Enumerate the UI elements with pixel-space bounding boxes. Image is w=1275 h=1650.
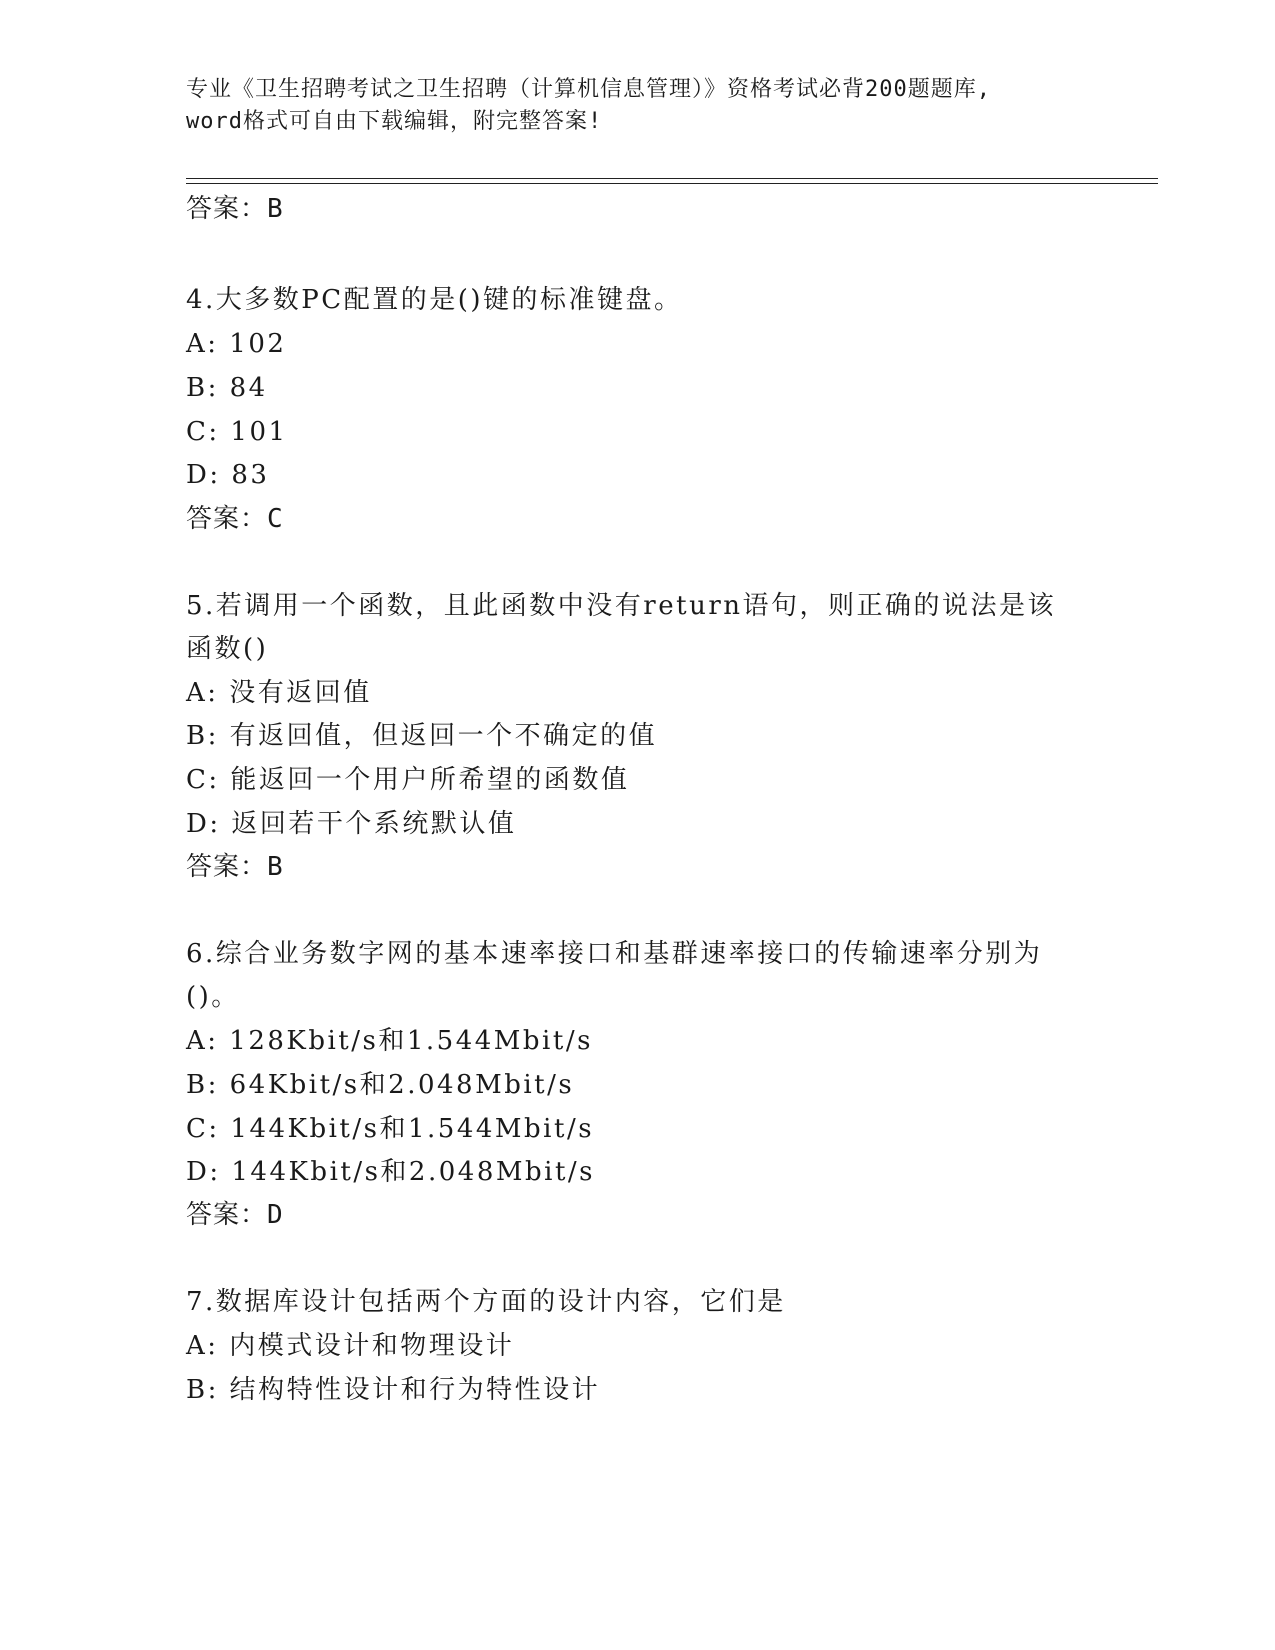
header-divider-top <box>186 178 1158 179</box>
question-text: 4.大多数PC配置的是()键的标准键盘。 <box>186 285 683 315</box>
answer-line: 答案：D <box>186 1200 284 1230</box>
header-line-2: word格式可自由下载编辑，附完整答案! <box>186 109 603 134</box>
option-a: A: 128Kbit/s和1.544Mbit/s <box>186 1026 593 1056</box>
answer-line: 答案：C <box>186 504 284 534</box>
header-divider-bottom <box>186 183 1158 184</box>
answer-line: 答案：B <box>186 194 284 224</box>
question-text: 5.若调用一个函数，且此函数中没有return语句，则正确的说法是该 <box>186 591 1056 621</box>
question-text: 6.综合业务数字网的基本速率接口和基群速率接口的传输速率分别为 <box>186 939 1043 969</box>
question-text: 7.数据库设计包括两个方面的设计内容，它们是 <box>186 1287 786 1317</box>
question-text-continued: 函数() <box>186 634 269 664</box>
option-c: C: 能返回一个用户所希望的函数值 <box>186 765 630 795</box>
option-a: A: 内模式设计和物理设计 <box>186 1331 515 1361</box>
answer-line: 答案：B <box>186 852 284 882</box>
option-b: B: 结构特性设计和行为特性设计 <box>186 1375 601 1405</box>
option-d: D: 83 <box>186 460 270 490</box>
option-b: B: 64Kbit/s和2.048Mbit/s <box>186 1070 575 1100</box>
header-line-1: 专业《卫生招聘考试之卫生招聘（计算机信息管理）》资格考试必背200题题库, <box>186 77 991 102</box>
option-b: B: 84 <box>186 373 268 403</box>
option-c: C: 101 <box>186 417 288 447</box>
option-d: D: 144Kbit/s和2.048Mbit/s <box>186 1157 595 1187</box>
option-a: A: 没有返回值 <box>186 678 372 708</box>
option-c: C: 144Kbit/s和1.544Mbit/s <box>186 1114 595 1144</box>
option-b: B: 有返回值，但返回一个不确定的值 <box>186 721 658 751</box>
option-a: A: 102 <box>186 329 287 359</box>
question-text-continued: ()。 <box>186 982 240 1012</box>
option-d: D: 返回若干个系统默认值 <box>186 809 517 839</box>
document-header <box>186 74 1086 138</box>
